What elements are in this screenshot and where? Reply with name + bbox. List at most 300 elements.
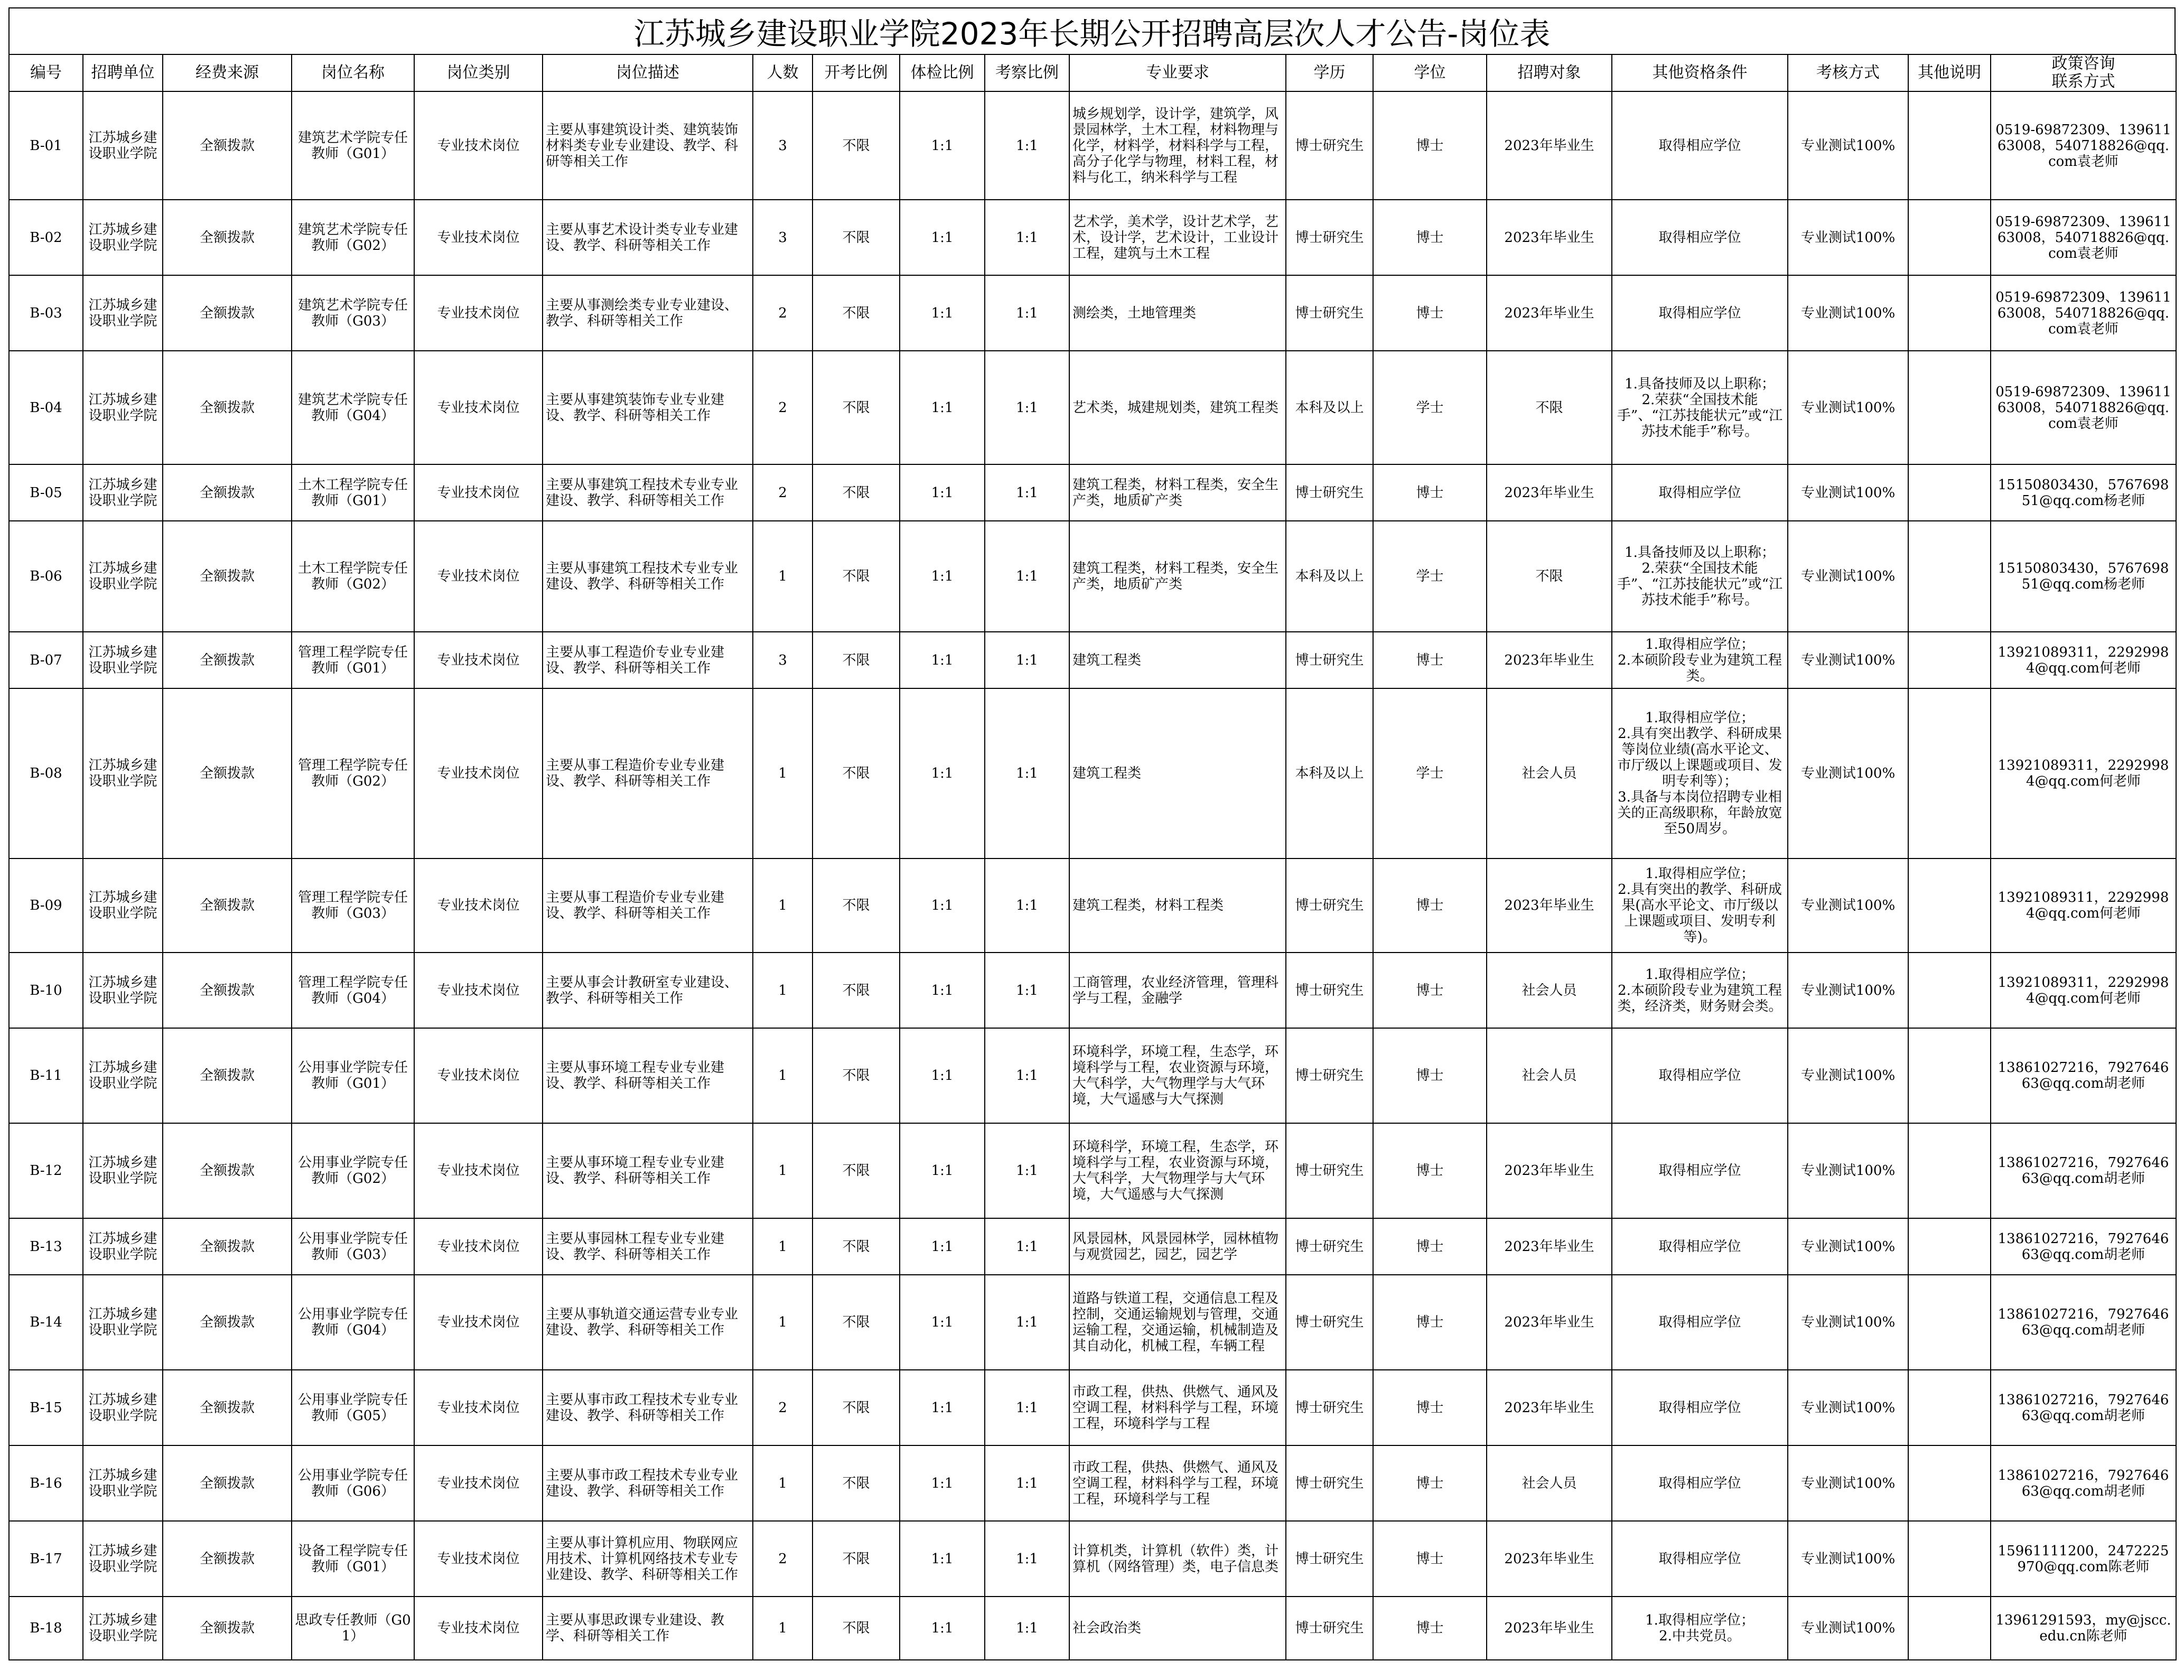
cell-phys: 1:1 bbox=[900, 521, 985, 632]
cell-cond bbox=[1612, 1028, 1788, 1123]
cell-cond bbox=[1612, 1370, 1788, 1445]
cell-desc: 主要从事工程造价专业专业建设、教学、科研等相关工作 bbox=[543, 632, 753, 688]
cell-degree: 博士 bbox=[1373, 1597, 1487, 1660]
column-header-contact: 政策咨询 联系方式 bbox=[1991, 54, 2176, 91]
cell-insp: 1:1 bbox=[985, 1370, 1069, 1445]
cell-edu: 本科及以上 bbox=[1286, 688, 1373, 858]
cell-edu: 本科及以上 bbox=[1286, 351, 1373, 464]
cell-note bbox=[1908, 1123, 1991, 1218]
cell-num: 1 bbox=[753, 953, 813, 1028]
cell-insp: 1:1 bbox=[985, 1028, 1069, 1123]
cell-num: 2 bbox=[753, 464, 813, 521]
cell-post: 管理工程学院专任教师（G03） bbox=[292, 858, 414, 953]
cell-note bbox=[1908, 351, 1991, 464]
cell-assess: 专业测试100% bbox=[1788, 1275, 1908, 1370]
condition-item: 2.荣获“全国技术能手”、“江苏技能状元”或“江苏技术能手”称号。 bbox=[1617, 391, 1783, 440]
cell-phys: 1:1 bbox=[900, 1275, 985, 1370]
cell-exam: 不限 bbox=[813, 632, 900, 688]
condition-item: 取得相应学位 bbox=[1658, 1475, 1741, 1491]
cell-post: 公用事业学院专任教师（G02） bbox=[292, 1123, 414, 1218]
condition-item: 取得相应学位 bbox=[1658, 484, 1741, 501]
cell-assess: 专业测试100% bbox=[1788, 688, 1908, 858]
cell-id: B-17 bbox=[9, 1521, 83, 1597]
cell-type: 专业技术岗位 bbox=[414, 1123, 543, 1218]
cell-target: 2023年毕业生 bbox=[1487, 464, 1612, 521]
cell-post: 公用事业学院专任教师（G06） bbox=[292, 1445, 414, 1521]
cell-exam: 不限 bbox=[813, 1028, 900, 1123]
cell-type: 专业技术岗位 bbox=[414, 1445, 543, 1521]
cell-post: 管理工程学院专任教师（G01） bbox=[292, 632, 414, 688]
cell-type: 专业技术岗位 bbox=[414, 1275, 543, 1370]
cell-fund: 全额拨款 bbox=[163, 1028, 292, 1123]
cell-insp: 1:1 bbox=[985, 464, 1069, 521]
cell-desc: 主要从事建筑工程技术专业专业建设、教学、科研等相关工作 bbox=[543, 521, 753, 632]
cell-cond bbox=[1612, 200, 1788, 275]
table-row bbox=[9, 351, 2176, 464]
cell-cond bbox=[1612, 1445, 1788, 1521]
cell-desc: 主要从事轨道交通运营专业专业建设、教学、科研等相关工作 bbox=[543, 1275, 753, 1370]
cell-major: 建筑工程类 bbox=[1069, 688, 1286, 858]
cell-note bbox=[1908, 1521, 1991, 1597]
cell-id: B-01 bbox=[9, 91, 83, 200]
table-row bbox=[9, 688, 2176, 858]
cell-phys: 1:1 bbox=[900, 1028, 985, 1123]
cell-type: 专业技术岗位 bbox=[414, 1218, 543, 1275]
cell-fund: 全额拨款 bbox=[163, 1597, 292, 1660]
cell-cond bbox=[1612, 464, 1788, 521]
table-row bbox=[9, 858, 2176, 953]
cell-exam: 不限 bbox=[813, 1521, 900, 1597]
cell-desc: 主要从事思政课专业建设、教学、科研等相关工作 bbox=[543, 1597, 753, 1660]
cell-post: 土木工程学院专任教师（G02） bbox=[292, 521, 414, 632]
cell-id: B-16 bbox=[9, 1445, 83, 1521]
cell-note bbox=[1908, 1028, 1991, 1123]
cell-type: 专业技术岗位 bbox=[414, 521, 543, 632]
cell-assess: 专业测试100% bbox=[1788, 91, 1908, 200]
condition-item: 1.取得相应学位； bbox=[1645, 1612, 1754, 1628]
cell-note bbox=[1908, 688, 1991, 858]
cell-cond bbox=[1612, 858, 1788, 953]
cell-cond bbox=[1612, 91, 1788, 200]
cell-target: 2023年毕业生 bbox=[1487, 91, 1612, 200]
cell-contact: 0519-69872309、13961163008，540718826@qq.com袁老师 bbox=[1991, 275, 2176, 351]
cell-desc: 主要从事计算机应用、物联网应用技术、计算机网络技术专业专业建设、教学、科研等相关工作 bbox=[543, 1521, 753, 1597]
cell-edu: 博士研究生 bbox=[1286, 200, 1373, 275]
cell-degree: 博士 bbox=[1373, 1123, 1487, 1218]
cell-post: 公用事业学院专任教师（G03） bbox=[292, 1218, 414, 1275]
table-body bbox=[9, 91, 2176, 1660]
cell-target: 社会人员 bbox=[1487, 953, 1612, 1028]
cell-major: 计算机类，计算机（软件）类，计算机（网络管理）类，电子信息类 bbox=[1069, 1521, 1286, 1597]
cell-assess: 专业测试100% bbox=[1788, 858, 1908, 953]
cell-unit: 江苏城乡建设职业学院 bbox=[83, 1521, 163, 1597]
cell-edu: 博士研究生 bbox=[1286, 464, 1373, 521]
cell-post: 土木工程学院专任教师（G01） bbox=[292, 464, 414, 521]
condition-item: 1.取得相应学位； bbox=[1645, 636, 1754, 652]
cell-insp: 1:1 bbox=[985, 351, 1069, 464]
cell-major: 道路与铁道工程，交通信息工程及控制，交通运输规划与管理，交通运输工程，交通运输，机械制造及其自动化，机械工程，车辆工程 bbox=[1069, 1275, 1286, 1370]
condition-item: 3.具备与本岗位招聘专业相关的正高级职称，年龄放宽至50周岁。 bbox=[1617, 789, 1782, 837]
cell-unit: 江苏城乡建设职业学院 bbox=[83, 464, 163, 521]
cell-degree: 博士 bbox=[1373, 91, 1487, 200]
cell-exam: 不限 bbox=[813, 1597, 900, 1660]
column-header-cond: 其他资格条件 bbox=[1612, 54, 1788, 91]
cell-major: 工商管理，农业经济管理，管理科学与工程，金融学 bbox=[1069, 953, 1286, 1028]
cell-note bbox=[1908, 91, 1991, 200]
cell-unit: 江苏城乡建设职业学院 bbox=[83, 953, 163, 1028]
cell-note bbox=[1908, 858, 1991, 953]
cell-id: B-11 bbox=[9, 1028, 83, 1123]
condition-item: 2.本硕阶段专业为建筑工程类，经济类，财务财会类。 bbox=[1617, 982, 1782, 1014]
table-row bbox=[9, 1028, 2176, 1123]
condition-item: 2.具有突出的教学、科研成果(高水平论文、市厅级以上课题或项目、发明专利等)。 bbox=[1618, 882, 1782, 945]
cell-edu: 博士研究生 bbox=[1286, 1275, 1373, 1370]
cell-insp: 1:1 bbox=[985, 1275, 1069, 1370]
cell-desc: 主要从事园林工程专业专业建设、教学、科研等相关工作 bbox=[543, 1218, 753, 1275]
cell-fund: 全额拨款 bbox=[163, 1521, 292, 1597]
cell-note bbox=[1908, 521, 1991, 632]
cell-post: 管理工程学院专任教师（G02） bbox=[292, 688, 414, 858]
cell-phys: 1:1 bbox=[900, 1597, 985, 1660]
cell-type: 专业技术岗位 bbox=[414, 275, 543, 351]
cell-assess: 专业测试100% bbox=[1788, 521, 1908, 632]
cell-assess: 专业测试100% bbox=[1788, 1123, 1908, 1218]
condition-item: 1.取得相应学位； bbox=[1645, 866, 1754, 882]
cell-edu: 博士研究生 bbox=[1286, 858, 1373, 953]
column-header-post: 岗位名称 bbox=[292, 54, 414, 91]
cell-contact: 13861027216，792764663@qq.com胡老师 bbox=[1991, 1445, 2176, 1521]
cell-post: 公用事业学院专任教师（G01） bbox=[292, 1028, 414, 1123]
cell-cond bbox=[1612, 688, 1788, 858]
cell-id: B-05 bbox=[9, 464, 83, 521]
cell-desc: 主要从事会计教研室专业建设、教学、科研等相关工作 bbox=[543, 953, 753, 1028]
cell-major: 建筑工程类 bbox=[1069, 632, 1286, 688]
cell-insp: 1:1 bbox=[985, 632, 1069, 688]
cell-assess: 专业测试100% bbox=[1788, 1028, 1908, 1123]
cell-degree: 博士 bbox=[1373, 1218, 1487, 1275]
cell-type: 专业技术岗位 bbox=[414, 688, 543, 858]
cell-exam: 不限 bbox=[813, 1445, 900, 1521]
cell-note bbox=[1908, 1370, 1991, 1445]
cell-phys: 1:1 bbox=[900, 91, 985, 200]
cell-insp: 1:1 bbox=[985, 275, 1069, 351]
cell-unit: 江苏城乡建设职业学院 bbox=[83, 1123, 163, 1218]
column-header-edu: 学历 bbox=[1286, 54, 1373, 91]
cell-major: 环境科学，环境工程，生态学，环境科学与工程，农业资源与环境，大气科学，大气物理学与大气环境，大气遥感与大气探测 bbox=[1069, 1123, 1286, 1218]
cell-unit: 江苏城乡建设职业学院 bbox=[83, 688, 163, 858]
cell-exam: 不限 bbox=[813, 351, 900, 464]
cell-id: B-15 bbox=[9, 1370, 83, 1445]
cell-id: B-13 bbox=[9, 1218, 83, 1275]
cell-degree: 博士 bbox=[1373, 1445, 1487, 1521]
table-row bbox=[9, 200, 2176, 275]
cell-fund: 全额拨款 bbox=[163, 464, 292, 521]
cell-cond bbox=[1612, 1275, 1788, 1370]
cell-unit: 江苏城乡建设职业学院 bbox=[83, 1445, 163, 1521]
condition-item: 取得相应学位 bbox=[1658, 1314, 1741, 1330]
condition-item: 1.取得相应学位； bbox=[1645, 966, 1754, 983]
cell-type: 专业技术岗位 bbox=[414, 91, 543, 200]
condition-item: 取得相应学位 bbox=[1658, 1238, 1741, 1255]
cell-major: 建筑工程类，材料工程类 bbox=[1069, 858, 1286, 953]
cell-edu: 博士研究生 bbox=[1286, 1445, 1373, 1521]
cell-type: 专业技术岗位 bbox=[414, 351, 543, 464]
cell-desc: 主要从事建筑设计类、建筑装饰材料类专业专业建设、教学、科研等相关工作 bbox=[543, 91, 753, 200]
cell-note bbox=[1908, 1275, 1991, 1370]
cell-degree: 博士 bbox=[1373, 1028, 1487, 1123]
cell-insp: 1:1 bbox=[985, 91, 1069, 200]
cell-phys: 1:1 bbox=[900, 953, 985, 1028]
cell-type: 专业技术岗位 bbox=[414, 953, 543, 1028]
cell-desc: 主要从事建筑装饰专业专业建设、教学、科研等相关工作 bbox=[543, 351, 753, 464]
cell-assess: 专业测试100% bbox=[1788, 275, 1908, 351]
cell-contact: 13861027216，792764663@qq.com胡老师 bbox=[1991, 1028, 2176, 1123]
cell-phys: 1:1 bbox=[900, 1218, 985, 1275]
column-header-phys: 体检比例 bbox=[900, 54, 985, 91]
cell-desc: 主要从事环境工程专业专业建设、教学、科研等相关工作 bbox=[543, 1028, 753, 1123]
cell-major: 测绘类，土地管理类 bbox=[1069, 275, 1286, 351]
column-header-degree: 学位 bbox=[1373, 54, 1487, 91]
cell-post: 公用事业学院专任教师（G05） bbox=[292, 1370, 414, 1445]
cell-assess: 专业测试100% bbox=[1788, 953, 1908, 1028]
cell-phys: 1:1 bbox=[900, 351, 985, 464]
cell-num: 1 bbox=[753, 521, 813, 632]
cell-post: 设备工程学院专任教师（G01） bbox=[292, 1521, 414, 1597]
cell-edu: 博士研究生 bbox=[1286, 1521, 1373, 1597]
cell-degree: 博士 bbox=[1373, 858, 1487, 953]
cell-major: 建筑工程类，材料工程类，安全生产类，地质矿产类 bbox=[1069, 521, 1286, 632]
cell-degree: 博士 bbox=[1373, 1521, 1487, 1597]
cell-edu: 本科及以上 bbox=[1286, 521, 1373, 632]
cell-major: 艺术类，城建规划类，建筑工程类 bbox=[1069, 351, 1286, 464]
cell-phys: 1:1 bbox=[900, 858, 985, 953]
cell-num: 1 bbox=[753, 688, 813, 858]
cell-phys: 1:1 bbox=[900, 688, 985, 858]
cell-contact: 15961111200，2472225970@qq.com陈老师 bbox=[1991, 1521, 2176, 1597]
cell-assess: 专业测试100% bbox=[1788, 1597, 1908, 1660]
cell-unit: 江苏城乡建设职业学院 bbox=[83, 1597, 163, 1660]
column-header-exam: 开考比例 bbox=[813, 54, 900, 91]
cell-note bbox=[1908, 953, 1991, 1028]
cell-major: 风景园林，风景园林学，园林植物与观赏园艺，园艺，园艺学 bbox=[1069, 1218, 1286, 1275]
cell-target: 社会人员 bbox=[1487, 1028, 1612, 1123]
cell-target: 2023年毕业生 bbox=[1487, 200, 1612, 275]
cell-desc: 主要从事艺术设计类专业专业建设、教学、科研等相关工作 bbox=[543, 200, 753, 275]
cell-type: 专业技术岗位 bbox=[414, 632, 543, 688]
table-row bbox=[9, 1370, 2176, 1445]
cell-target: 不限 bbox=[1487, 521, 1612, 632]
cell-target: 2023年毕业生 bbox=[1487, 1218, 1612, 1275]
cell-insp: 1:1 bbox=[985, 953, 1069, 1028]
cell-degree: 学士 bbox=[1373, 688, 1487, 858]
cell-num: 1 bbox=[753, 1597, 813, 1660]
cell-id: B-18 bbox=[9, 1597, 83, 1660]
cell-edu: 博士研究生 bbox=[1286, 1597, 1373, 1660]
cell-insp: 1:1 bbox=[985, 521, 1069, 632]
condition-item: 2.具有突出教学、科研成果等岗位业绩(高水平论文、市厅级以上课题或项目、发明专利等）； bbox=[1617, 726, 1782, 789]
cell-num: 3 bbox=[753, 200, 813, 275]
cell-fund: 全额拨款 bbox=[163, 858, 292, 953]
cell-assess: 专业测试100% bbox=[1788, 1445, 1908, 1521]
cell-exam: 不限 bbox=[813, 464, 900, 521]
cell-post: 建筑艺术学院专任教师（G04） bbox=[292, 351, 414, 464]
cell-desc: 主要从事测绘类专业专业建设、教学、科研等相关工作 bbox=[543, 275, 753, 351]
cell-unit: 江苏城乡建设职业学院 bbox=[83, 351, 163, 464]
cell-exam: 不限 bbox=[813, 1275, 900, 1370]
cell-note bbox=[1908, 464, 1991, 521]
document-page bbox=[8, 7, 2176, 1660]
cell-desc: 主要从事市政工程技术专业专业建设、教学、科研等相关工作 bbox=[543, 1370, 753, 1445]
cell-cond bbox=[1612, 1123, 1788, 1218]
cell-insp: 1:1 bbox=[985, 1123, 1069, 1218]
cell-insp: 1:1 bbox=[985, 1521, 1069, 1597]
cell-target: 2023年毕业生 bbox=[1487, 1521, 1612, 1597]
cell-type: 专业技术岗位 bbox=[414, 1521, 543, 1597]
cell-contact: 13861027216，792764663@qq.com胡老师 bbox=[1991, 1275, 2176, 1370]
cell-post: 管理工程学院专任教师（G04） bbox=[292, 953, 414, 1028]
column-header-type: 岗位类别 bbox=[414, 54, 543, 91]
cell-num: 2 bbox=[753, 1521, 813, 1597]
cell-insp: 1:1 bbox=[985, 1218, 1069, 1275]
cell-contact: 13861027216，792764663@qq.com胡老师 bbox=[1991, 1218, 2176, 1275]
cell-assess: 专业测试100% bbox=[1788, 1370, 1908, 1445]
table-row bbox=[9, 521, 2176, 632]
cell-edu: 博士研究生 bbox=[1286, 1123, 1373, 1218]
cell-exam: 不限 bbox=[813, 953, 900, 1028]
cell-unit: 江苏城乡建设职业学院 bbox=[83, 1218, 163, 1275]
cell-phys: 1:1 bbox=[900, 275, 985, 351]
cell-assess: 专业测试100% bbox=[1788, 1521, 1908, 1597]
cell-id: B-14 bbox=[9, 1275, 83, 1370]
cell-note bbox=[1908, 200, 1991, 275]
cell-id: B-07 bbox=[9, 632, 83, 688]
cell-phys: 1:1 bbox=[900, 1445, 985, 1521]
condition-item: 取得相应学位 bbox=[1658, 137, 1741, 154]
cell-degree: 博士 bbox=[1373, 464, 1487, 521]
cell-desc: 主要从事环境工程专业专业建设、教学、科研等相关工作 bbox=[543, 1123, 753, 1218]
cell-degree: 博士 bbox=[1373, 953, 1487, 1028]
column-header-id: 编号 bbox=[9, 54, 83, 91]
cell-fund: 全额拨款 bbox=[163, 521, 292, 632]
column-header-note: 其他说明 bbox=[1908, 54, 1991, 91]
cell-num: 2 bbox=[753, 275, 813, 351]
cell-contact: 13921089311，22929984@qq.com何老师 bbox=[1991, 953, 2176, 1028]
cell-phys: 1:1 bbox=[900, 200, 985, 275]
cell-degree: 博士 bbox=[1373, 275, 1487, 351]
cell-contact: 0519-69872309、13961163008，540718826@qq.com袁老师 bbox=[1991, 351, 2176, 464]
table-row bbox=[9, 91, 2176, 200]
cell-edu: 博士研究生 bbox=[1286, 1218, 1373, 1275]
cell-num: 1 bbox=[753, 1218, 813, 1275]
table-row bbox=[9, 1218, 2176, 1275]
cell-exam: 不限 bbox=[813, 275, 900, 351]
cell-post: 思政专任教师（G01） bbox=[292, 1597, 414, 1660]
cell-note bbox=[1908, 1445, 1991, 1521]
table-row bbox=[9, 1275, 2176, 1370]
cell-major: 社会政治类 bbox=[1069, 1597, 1286, 1660]
cell-exam: 不限 bbox=[813, 858, 900, 953]
table-row bbox=[9, 464, 2176, 521]
cell-edu: 博士研究生 bbox=[1286, 953, 1373, 1028]
cell-note bbox=[1908, 632, 1991, 688]
cell-assess: 专业测试100% bbox=[1788, 1218, 1908, 1275]
cell-exam: 不限 bbox=[813, 521, 900, 632]
cell-assess: 专业测试100% bbox=[1788, 464, 1908, 521]
cell-exam: 不限 bbox=[813, 688, 900, 858]
condition-item: 取得相应学位 bbox=[1658, 1399, 1741, 1416]
cell-fund: 全额拨款 bbox=[163, 688, 292, 858]
cell-contact: 0519-69872309、13961163008，540718826@qq.com袁老师 bbox=[1991, 200, 2176, 275]
cell-exam: 不限 bbox=[813, 1218, 900, 1275]
cell-fund: 全额拨款 bbox=[163, 351, 292, 464]
table-row bbox=[9, 1123, 2176, 1218]
cell-note bbox=[1908, 1218, 1991, 1275]
cell-target: 2023年毕业生 bbox=[1487, 632, 1612, 688]
cell-cond bbox=[1612, 632, 1788, 688]
cell-fund: 全额拨款 bbox=[163, 91, 292, 200]
table-row bbox=[9, 275, 2176, 351]
cell-note bbox=[1908, 1597, 1991, 1660]
cell-id: B-12 bbox=[9, 1123, 83, 1218]
cell-type: 专业技术岗位 bbox=[414, 1597, 543, 1660]
cell-desc: 主要从事市政工程技术专业专业建设、教学、科研等相关工作 bbox=[543, 1445, 753, 1521]
cell-target: 2023年毕业生 bbox=[1487, 1370, 1612, 1445]
cell-exam: 不限 bbox=[813, 1123, 900, 1218]
column-header-unit: 招聘单位 bbox=[83, 54, 163, 91]
cell-post: 公用事业学院专任教师（G04） bbox=[292, 1275, 414, 1370]
cell-post: 建筑艺术学院专任教师（G01） bbox=[292, 91, 414, 200]
table-row bbox=[9, 1521, 2176, 1597]
condition-item: 取得相应学位 bbox=[1658, 305, 1741, 321]
cell-assess: 专业测试100% bbox=[1788, 351, 1908, 464]
cell-unit: 江苏城乡建设职业学院 bbox=[83, 200, 163, 275]
cell-cond bbox=[1612, 1218, 1788, 1275]
cell-fund: 全额拨款 bbox=[163, 1218, 292, 1275]
condition-item: 取得相应学位 bbox=[1658, 1163, 1741, 1179]
cell-major: 市政工程，供热、供燃气、通风及空调工程，材料科学与工程，环境工程，环境科学与工程 bbox=[1069, 1370, 1286, 1445]
cell-fund: 全额拨款 bbox=[163, 1370, 292, 1445]
cell-fund: 全额拨款 bbox=[163, 200, 292, 275]
cell-id: B-08 bbox=[9, 688, 83, 858]
cell-edu: 博士研究生 bbox=[1286, 1370, 1373, 1445]
cell-unit: 江苏城乡建设职业学院 bbox=[83, 1028, 163, 1123]
table-row bbox=[9, 953, 2176, 1028]
cell-note bbox=[1908, 275, 1991, 351]
cell-fund: 全额拨款 bbox=[163, 1445, 292, 1521]
cell-edu: 博士研究生 bbox=[1286, 1028, 1373, 1123]
condition-item: 1.取得相应学位； bbox=[1645, 710, 1754, 726]
cell-target: 2023年毕业生 bbox=[1487, 1275, 1612, 1370]
cell-id: B-10 bbox=[9, 953, 83, 1028]
cell-target: 社会人员 bbox=[1487, 688, 1612, 858]
cell-exam: 不限 bbox=[813, 200, 900, 275]
table-header-row bbox=[9, 54, 2176, 91]
cell-unit: 江苏城乡建设职业学院 bbox=[83, 632, 163, 688]
cell-type: 专业技术岗位 bbox=[414, 1370, 543, 1445]
cell-type: 专业技术岗位 bbox=[414, 858, 543, 953]
cell-id: B-02 bbox=[9, 200, 83, 275]
table-row bbox=[9, 1445, 2176, 1521]
cell-degree: 学士 bbox=[1373, 351, 1487, 464]
condition-item: 1.具备技师及以上职称； bbox=[1625, 545, 1775, 561]
cell-num: 2 bbox=[753, 351, 813, 464]
table-row bbox=[9, 632, 2176, 688]
condition-item: 取得相应学位 bbox=[1658, 1551, 1741, 1567]
cell-contact: 15150803430，576769851@qq.com杨老师 bbox=[1991, 464, 2176, 521]
cell-unit: 江苏城乡建设职业学院 bbox=[83, 1275, 163, 1370]
cell-cond bbox=[1612, 953, 1788, 1028]
cell-id: B-04 bbox=[9, 351, 83, 464]
